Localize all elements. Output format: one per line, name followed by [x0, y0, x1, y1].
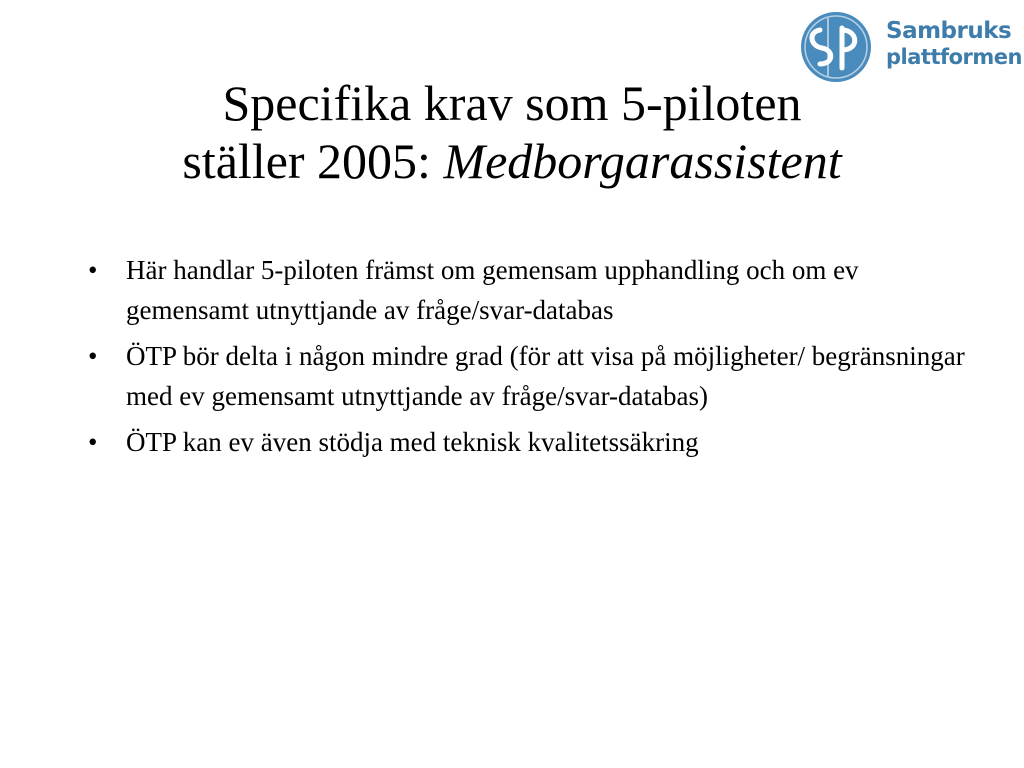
bullet-item — [88, 250, 968, 330]
logo-line-1: Sambruks — [886, 18, 1012, 44]
bullet-dot: • — [88, 255, 98, 285]
title-line-2 — [60, 132, 964, 190]
title-line-1: Specifika krav som 5-piloten — [222, 75, 802, 131]
bullet-text: ÖTP kan ev även stödja med teknisk kvalitetssäkring — [126, 427, 699, 457]
sambruksplattformen-logo — [798, 10, 1022, 84]
title-line-2-italic: Medborgarassistent — [443, 133, 842, 189]
bullet-text: Här handlar 5-piloten främst om gemensam upphandling och om ev gemensamt utnyttjande av fråge/svar-databas — [126, 255, 859, 325]
bullet-dot: • — [88, 341, 98, 371]
bullet-text: ÖTP bör delta i någon mindre grad (för att visa på möjligheter/ begränsningar med ev gemensamt utnyttjande av fråge/svar-databas) — [126, 341, 965, 411]
logo-wordmark — [886, 18, 1022, 70]
bullet-list — [88, 250, 968, 468]
sp-logo-icon — [798, 10, 876, 84]
title-line-2-plain: ställer 2005: — [182, 133, 444, 189]
bullet-item — [88, 422, 968, 462]
slide-title — [60, 74, 964, 190]
bullet-dot: • — [88, 427, 98, 457]
logo-line-2: plattformen — [886, 45, 1022, 69]
bullet-item — [88, 336, 968, 416]
